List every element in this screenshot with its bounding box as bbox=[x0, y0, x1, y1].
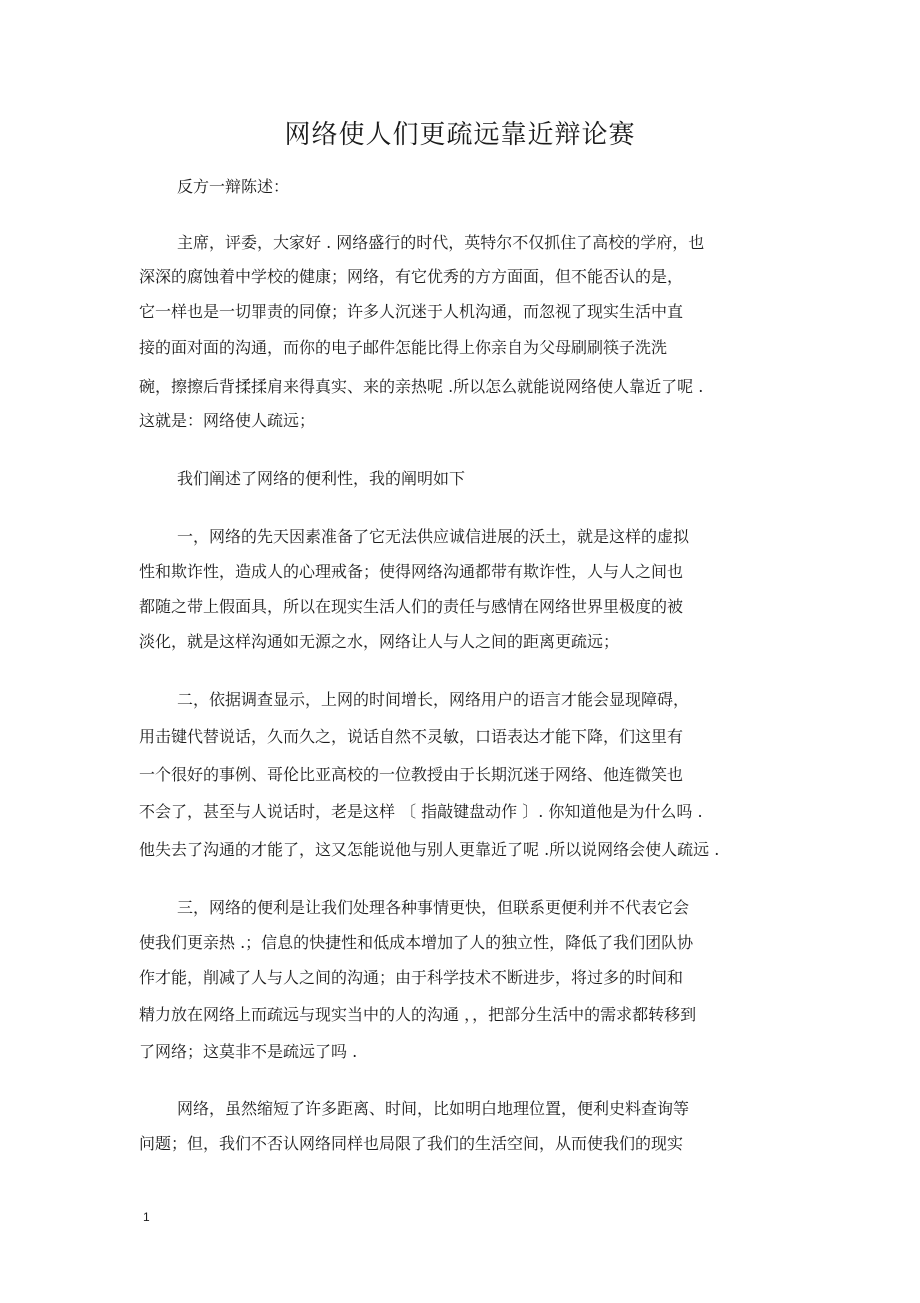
paragraph-line: 二，依据调查显示，上网的时间增长，网络用户的语言才能会显现障碍， bbox=[177, 690, 690, 709]
paragraph-line: 这就是：网络使人疏远； bbox=[139, 411, 316, 430]
paragraph-line: 淡化，就是这样沟通如无源之水，网络让人与人之间的距离更疏远； bbox=[139, 632, 620, 651]
paragraph-line: 作才能，削减了人与人之间的沟通；由于科学技术不断进步，将过多的时间和 bbox=[139, 968, 684, 987]
paragraph-line: 一个很好的事例、哥伦比亚高校的一位教授由于长期沉迷于网络、他连微笑也 bbox=[139, 765, 684, 784]
page-title: 网络使人们更疏远靠近辩论赛 bbox=[284, 120, 636, 150]
page-number: 1 bbox=[143, 1210, 150, 1224]
paragraph-line: 都随之带上假面具，所以在现实生活人们的责任与感情在网络世界里极度的被 bbox=[139, 597, 684, 616]
paragraph-line: 我们阐述了网络的便利性，我的阐明如下 bbox=[177, 469, 466, 488]
paragraph-line: 网络，虽然缩短了许多距离、时间，比如明白地理位置，便利史料查询等 bbox=[177, 1099, 690, 1118]
paragraph-line: 性和欺诈性，造成人的心理戒备；使得网络沟通都带有欺诈性，人与人之间也 bbox=[139, 562, 684, 581]
paragraph-line: 三，网络的便利是让我们处理各种事情更快，但联系更便利并不代表它会 bbox=[177, 898, 690, 917]
paragraph-line: 一，网络的先天因素准备了它无法供应诚信进展的沃土，就是这样的虚拟 bbox=[177, 527, 690, 546]
paragraph-line: 用击键代替说话，久而久之，说话自然不灵敏，口语表达才能下降，们这里有 bbox=[139, 727, 684, 746]
paragraph-line: 主席，评委，大家好 . 网络盛行的时代，英特尔不仅抓住了高校的学府，也 bbox=[177, 233, 705, 252]
paragraph-line: 了网络；这莫非不是疏远了吗 . bbox=[139, 1042, 358, 1061]
paragraph-line: 深深的腐蚀着中学校的健康；网络，有它优秀的方方面面，但不能否认的是， bbox=[139, 267, 684, 286]
paragraph-line: 不会了，甚至与人说话时，老是这样 〔 指敲键盘动作 〕. 你知道他是为什么吗 . bbox=[139, 802, 703, 821]
paragraph-line: 接的面对面的沟通，而你的电子邮件怎能比得上你亲自为父母刷刷筷子洗洗 bbox=[139, 338, 668, 357]
paragraph-line: 使我们更亲热 .；信息的快捷性和低成本增加了人的独立性，降低了我们团队协 bbox=[139, 933, 694, 952]
section-heading: 反方一辩陈述： bbox=[177, 177, 290, 196]
paragraph-line: 问题；但，我们不否认网络同样也局限了我们的生活空间，从而使我们的现实 bbox=[139, 1134, 684, 1153]
paragraph-line: 他失去了沟通的才能了，这又怎能说他与别人更靠近了呢 .所以说网络会使人疏远 . bbox=[139, 840, 720, 859]
paragraph-line: 碗，擦擦后背揉揉肩来得真实、来的亲热呢 .所以怎么就能说网络使人靠近了呢 . bbox=[139, 377, 704, 396]
paragraph-line: 精力放在网络上而疏远与现实当中的人的沟通 ，，把部分生活中的需求都转移到 bbox=[139, 1005, 697, 1024]
paragraph-line: 它一样也是一切罪责的同僚；许多人沉迷于人机沟通，而忽视了现实生活中直 bbox=[139, 302, 684, 321]
